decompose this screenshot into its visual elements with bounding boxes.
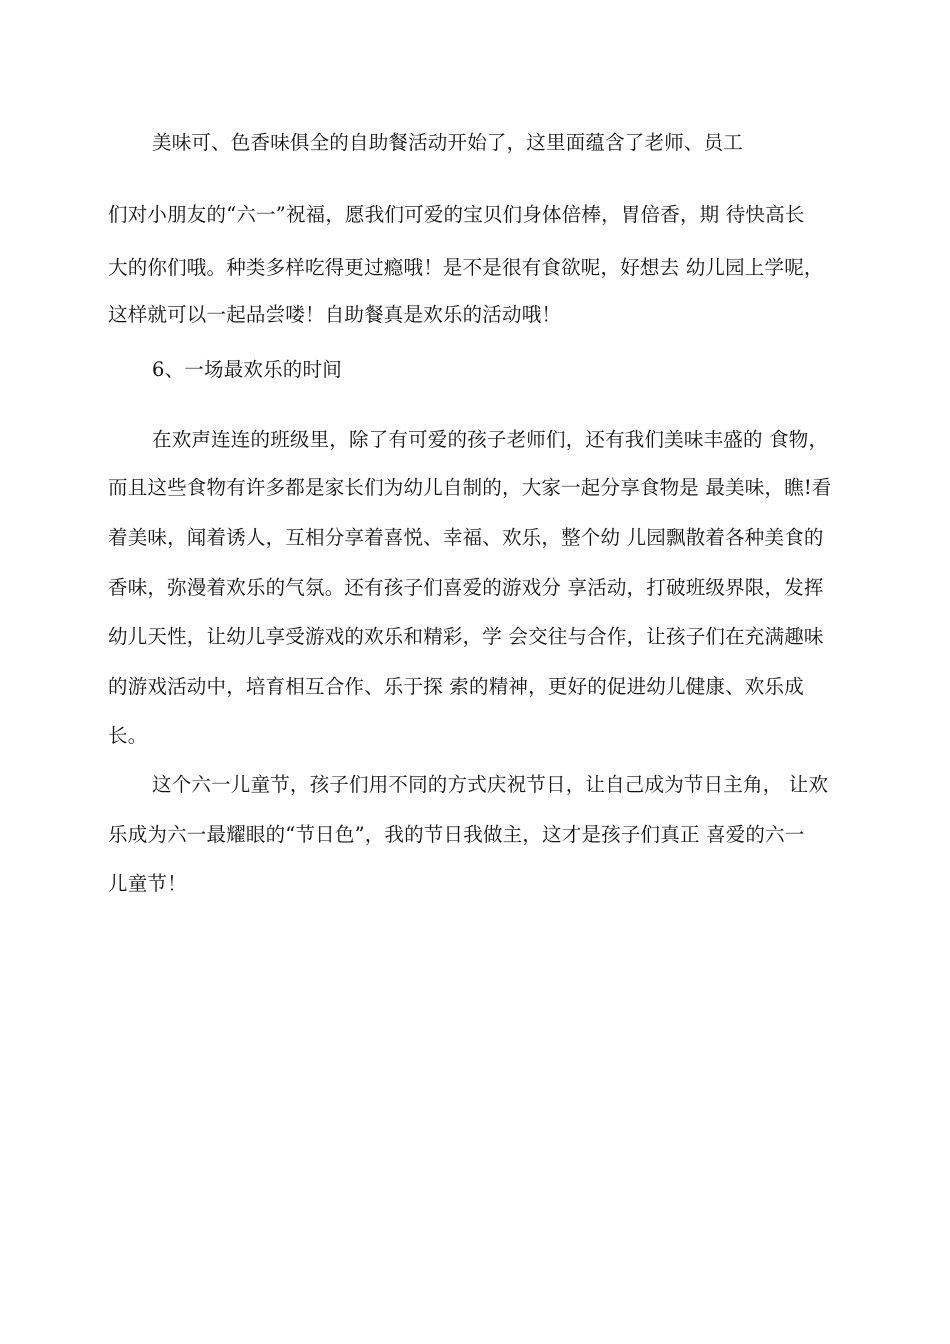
paragraph-3-line-3: 着美味，闻着诱人，互相分享着喜悦、幸福、欢乐，整个幼 儿园飘散着各种美食的 [108,526,824,549]
paragraph-3-line-6: 的游戏活动中，培育相互合作、乐于探 索的精神，更好的促进幼儿健康、欢乐成 [108,675,804,698]
paragraph-1-line-1: 美味可、色香味俱全的自助餐活动开始了，这里面蕴含了老师、员工 [152,131,744,154]
section-heading: 6、一场最欢乐的时间 [152,358,342,381]
paragraph-4-line-2: 乐成为六一最耀眼的“节日色”，我的节日我做主，这才是孩子们真正 喜爱的六一 [108,823,805,846]
paragraph-3-line-2: 而且这些食物有许多都是家长们为幼儿自制的，大家一起分享食物是 最美味，瞧!看 [108,476,832,499]
paragraph-2-line-2: 大的你们哦。种类多样吃得更过瘾哦！是不是很有食欲呢，好想去 幼儿园上学呢， [108,256,824,279]
paragraph-3-line-1: 在欢声连连的班级里，除了有可爱的孩子老师们，还有我们美味丰盛的 食物， [152,428,829,451]
paragraph-3-line-7: 长。 [108,724,148,747]
paragraph-3-line-4: 香味，弥漫着欢乐的气氛。还有孩子们喜爱的游戏分 享活动，打破班级界限，发挥 [108,576,824,599]
paragraph-4-line-1: 这个六一儿童节，孩子们用不同的方式庆祝节日，让自己成为节日主角， 让欢 [152,773,829,796]
paragraph-2-line-1: 们对小朋友的“六一”祝福，愿我们可爱的宝贝们身体倍棒，胃倍香，期 待快高长 [108,203,805,226]
paragraph-3-line-5: 幼儿天性，让幼儿享受游戏的欢乐和精彩，学 会交往与合作，让孩子们在充满趣味 [108,625,824,648]
paragraph-2-line-3: 这样就可以一起品尝喽！自助餐真是欢乐的活动哦！ [108,303,562,326]
paragraph-4-line-3: 儿童节！ [108,872,187,895]
